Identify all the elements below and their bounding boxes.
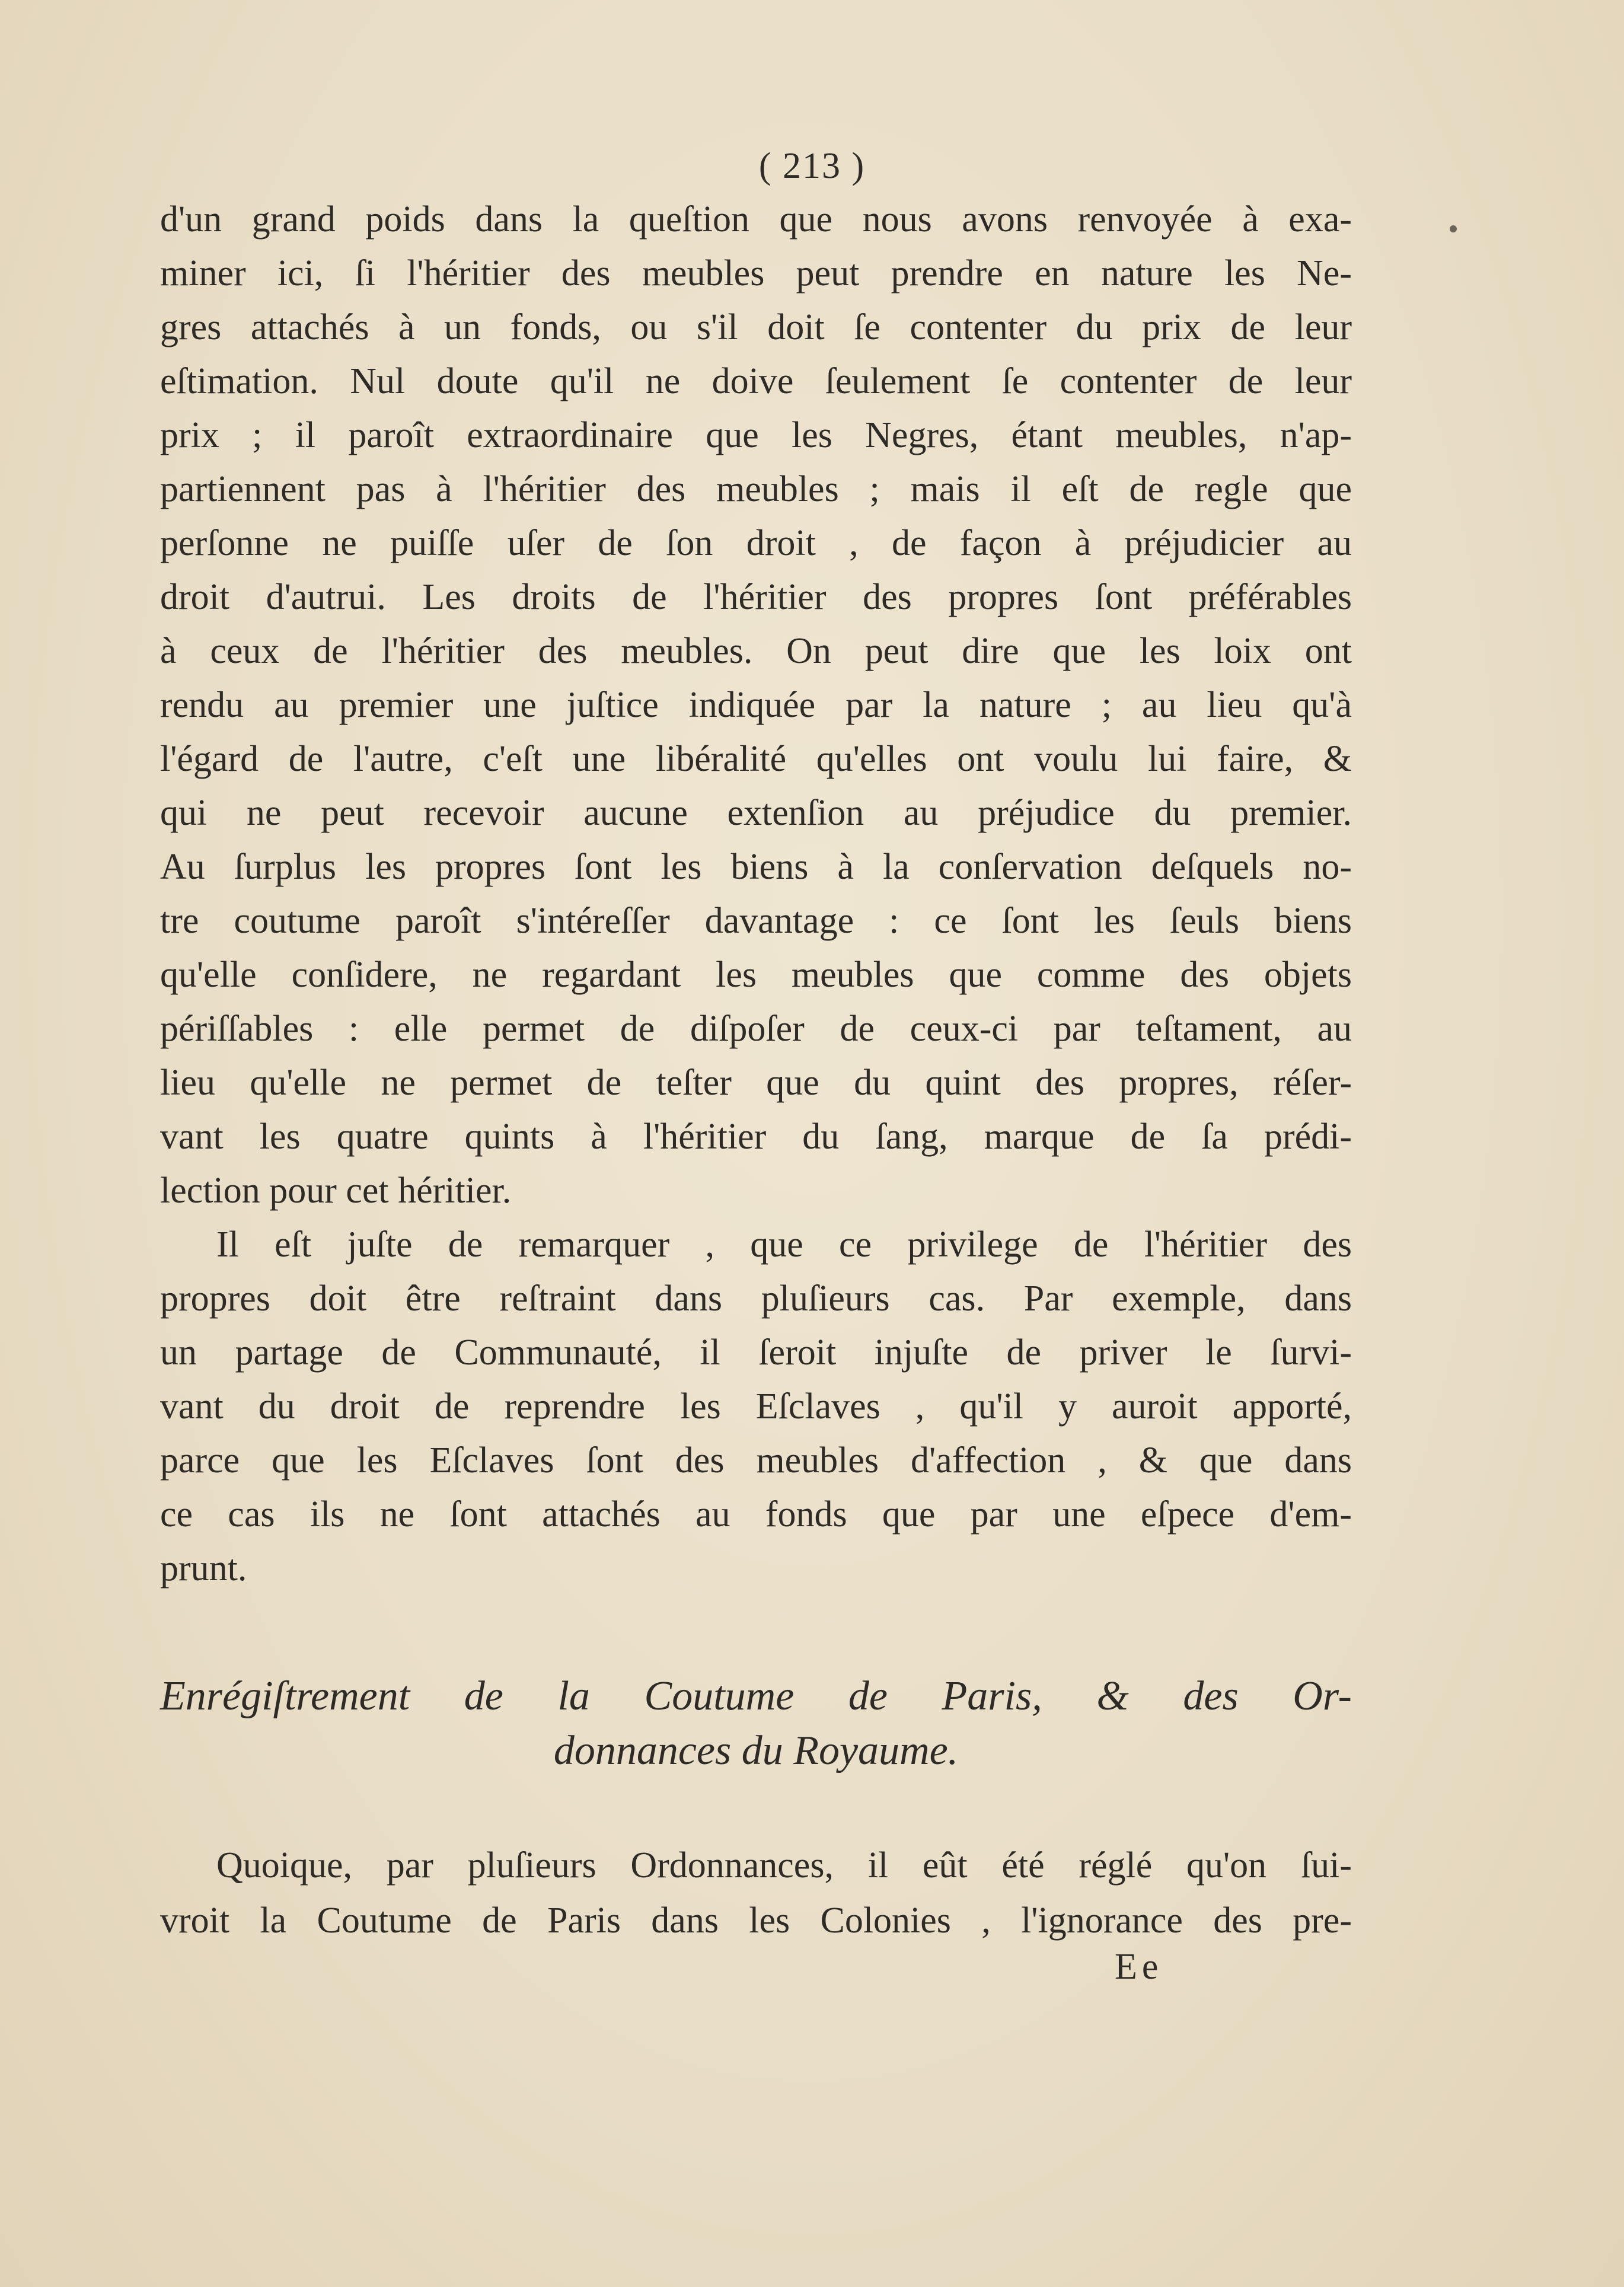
text-line: propres doit être reſtraint dans pluſieurs cas. Par exemple, dans bbox=[160, 1278, 1352, 1319]
text-line: vant du droit de reprendre les Eſclaves , qu'il y auroit apporté, bbox=[160, 1386, 1352, 1427]
text-line: droit d'autrui. Les droits de l'héritier des propres ſont préférables bbox=[160, 577, 1352, 617]
text-line: partiennent pas à l'héritier des meubles ; mais il eſt de regle que bbox=[160, 469, 1352, 509]
catchword: Ee bbox=[1115, 1947, 1163, 1987]
text-line: prunt. bbox=[160, 1548, 247, 1589]
heading-line: Enrégiſtrement de la Coutume de Paris, & des Or- bbox=[160, 1673, 1352, 1719]
text-line: qu'elle conſidere, ne regardant les meubles que comme des objets bbox=[160, 955, 1352, 995]
text-line: parce que les Eſclaves ſont des meubles d'affection , & que dans bbox=[160, 1440, 1352, 1481]
text-line: qui ne peut recevoir aucune extenſion au préjudice du premier. bbox=[160, 793, 1352, 833]
text-line: un partage de Communauté, il ſeroit injuſte de priver le ſurvi- bbox=[160, 1332, 1352, 1373]
text-line: gres attachés à un fonds, ou s'il doit ſe contenter du prix de leur bbox=[160, 307, 1352, 347]
text-line: périſſables : elle permet de diſpoſer de ceux-ci par teſtament, au bbox=[160, 1009, 1352, 1049]
text-line: perſonne ne puiſſe uſer de ſon droit , de façon à préjudicier au bbox=[160, 523, 1352, 563]
text-line: Il eſt juſte de remarquer , que ce privilege de l'héritier des bbox=[216, 1224, 1352, 1265]
text-line: tre coutume paroît s'intéreſſer davantage : ce ſont les ſeuls biens bbox=[160, 901, 1352, 941]
text-line: eſtimation. Nul doute qu'il ne doive ſeulement ſe contenter de leur bbox=[160, 361, 1352, 401]
text-line: ce cas ils ne ſont attachés au fonds que par une eſpece d'em- bbox=[160, 1494, 1352, 1535]
text-line: vroit la Coutume de Paris dans les Colonies , l'ignorance des pre- bbox=[160, 1900, 1352, 1941]
text-line: à ceux de l'héritier des meubles. On peut dire que les loix ont bbox=[160, 631, 1352, 671]
paragraph-3 bbox=[160, 1838, 1352, 1948]
text-line: prix ; il paroît extraordinaire que les Negres, étant meubles, n'ap- bbox=[160, 415, 1352, 455]
section-heading bbox=[160, 1669, 1352, 1778]
text-line: lection pour cet héritier. bbox=[160, 1170, 512, 1211]
text-line: vant les quatre quints à l'héritier du ſang, marque de ſa prédi- bbox=[160, 1117, 1352, 1157]
text-line: miner ici, ſi l'héritier des meubles peut prendre en nature les Ne- bbox=[160, 253, 1352, 294]
text-line: d'un grand poids dans la queſtion que nous avons renvoyée à exa- bbox=[160, 199, 1352, 240]
page-number: ( 213 ) bbox=[758, 146, 866, 186]
text-line: rendu au premier une juſtice indiquée par la nature ; au lieu qu'à bbox=[160, 685, 1352, 725]
text-line: Quoique, par pluſieurs Ordonnances, il eût été réglé qu'on ſui- bbox=[216, 1845, 1352, 1886]
paragraph-2 bbox=[160, 1218, 1352, 1596]
text-line: l'égard de l'autre, c'eſt une libéralité qu'elles ont voulu lui faire, & bbox=[160, 739, 1352, 779]
ink-speck bbox=[1450, 225, 1457, 232]
paragraph-1 bbox=[160, 193, 1352, 1218]
body-text bbox=[160, 193, 1352, 1596]
text-line: Au ſurplus les propres ſont les biens à la conſervation deſquels no- bbox=[160, 847, 1352, 887]
text-line: lieu qu'elle ne permet de teſter que du quint des propres, réſer- bbox=[160, 1063, 1352, 1103]
heading-line: donnances du Royaume. bbox=[553, 1728, 959, 1774]
